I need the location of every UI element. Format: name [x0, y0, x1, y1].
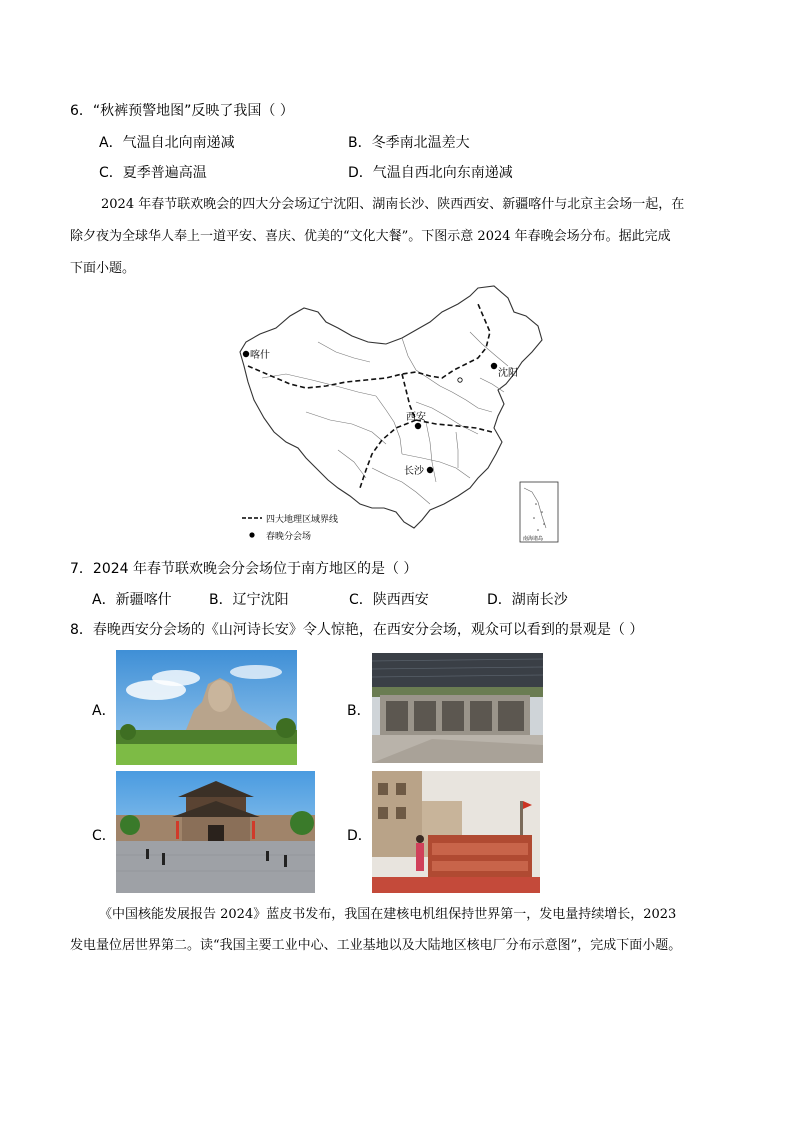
photo-option-d-kashi: [372, 771, 540, 893]
venue-dot-shenyang: [491, 363, 497, 369]
venue-dot-changsha: [427, 467, 433, 473]
q6-option-c: C．夏季普遍高温: [99, 165, 207, 181]
q6-stem: 6．“秋裤预警地图”反映了我国（ ）: [70, 103, 294, 119]
q8-option-a-label: A．: [92, 703, 116, 719]
label-xian: 西安: [406, 412, 426, 423]
passage2-line2: 发电量位居世界第二。读“我国主要工业中心、工业基地以及大陆地区核电厂分布示意图”，完成下面小题。: [70, 938, 682, 953]
q7-option-a: A．新疆喀什: [92, 592, 172, 608]
photo-option-b-museum: [372, 653, 543, 763]
q6-option-a: A．气温自北向南递减: [99, 135, 235, 151]
passage1-line2: 除夕夜为全球华人奉上一道平安、喜庆、优美的“文化大餐”。下图示意 2024 年春晚会场分布。据此完成: [70, 229, 671, 244]
photo-option-c-city-gate: [116, 771, 315, 893]
venue-dot-kashi: [243, 351, 249, 357]
q6-option-d: D．气温自西北向东南递减: [348, 165, 513, 181]
passage1-line1: 2024 年春节联欢晚会的四大分会场辽宁沈阳、湖南长沙、陕西西安、新疆喀什与北京主会场一起，在: [101, 197, 685, 212]
q7-option-c: C．陕西西安: [349, 592, 429, 608]
passage1-line3: 下面小题。: [70, 261, 136, 276]
venue-dot-xian: [415, 423, 421, 429]
south-china-sea-inset: [520, 482, 558, 542]
q7-option-b: B．辽宁沈阳: [209, 592, 289, 608]
q7-stem: 7．2024 年春节联欢晚会分会场位于南方地区的是（ ）: [70, 561, 418, 577]
label-changsha: 长沙: [404, 466, 424, 477]
q7-option-d: D．湖南长沙: [487, 592, 568, 608]
q8-option-d-label: D．: [347, 828, 372, 844]
label-shenyang: 沈阳: [498, 368, 518, 379]
china-outline: [240, 286, 542, 528]
legend-boundary-label: 四大地理区域界线: [266, 515, 339, 525]
q8-option-b-label: B．: [347, 703, 371, 719]
legend-dot-symbol: [249, 532, 254, 537]
photo-option-a-statue: [116, 650, 297, 765]
passage2-line1: 《中国核能发展报告 2024》蓝皮书发布，我国在建核电机组保持世界第一，发电量持续增长，2023: [99, 907, 677, 922]
q6-option-b: B．冬季南北温差大: [348, 135, 470, 151]
inset-label: 南海诸岛: [523, 536, 544, 542]
china-venue-map: [226, 282, 566, 548]
label-kashi: 喀什: [250, 350, 270, 361]
q8-option-c-label: C．: [92, 828, 116, 844]
legend-venue-label: 春晚分会场: [266, 532, 312, 542]
q8-stem: 8．春晚西安分会场的《山河诗长安》令人惊艳，在西安分会场，观众可以看到的景观是（ ）: [70, 622, 644, 638]
